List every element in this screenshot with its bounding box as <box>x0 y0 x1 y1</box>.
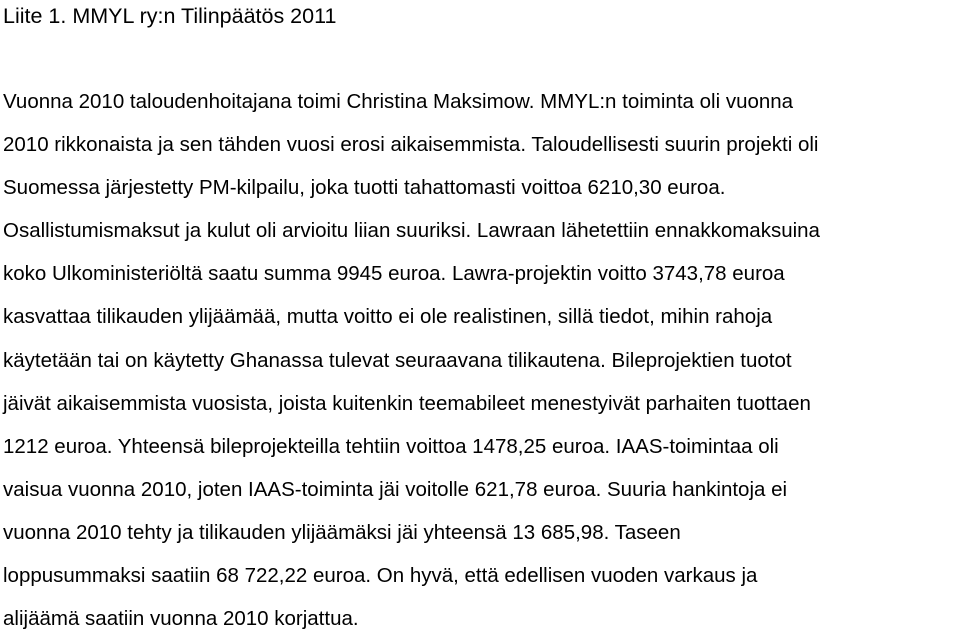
paragraph-line: jäivät aikaisemmista vuosista, joista kuitenkin teemabileet menestyivät parhaiten tuottaen <box>3 391 811 415</box>
document-title: Liite 1. MMYL ry:n Tilinpäätös 2011 <box>3 4 337 28</box>
paragraph-line: 2010 rikkonaista ja sen tähden vuosi erosi aikaisemmista. Taloudellisesti suurin projekti oli <box>3 133 819 157</box>
paragraph-line: loppusummaksi saatiin 68 722,22 euroa. On hyvä, että edellisen vuoden varkaus ja <box>3 564 758 588</box>
paragraph-line: koko Ulkoministeriöltä saatu summa 9945 euroa. Lawra-projektin voitto 3743,78 euroa <box>3 262 785 286</box>
paragraph-line: vaisua vuonna 2010, joten IAAS-toiminta jäi voitolle 621,78 euroa. Suuria hankintoja ei <box>3 477 788 501</box>
paragraph-line: 1212 euroa. Yhteensä bileprojekteilla tehtiin voittoa 1478,25 euroa. IAAS-toimintaa oli <box>3 434 779 458</box>
paragraph-line: kasvattaa tilikauden ylijäämää, mutta voitto ei ole realistinen, sillä tiedot, mihin rahoja <box>3 305 773 329</box>
paragraph-line: Vuonna 2010 taloudenhoitajana toimi Christina Maksimow. MMYL:n toiminta oli vuonna <box>3 90 794 113</box>
paragraph-line: vuonna 2010 tehty ja tilikauden ylijäämäksi jäi yhteensä 13 685,98. Taseen <box>3 520 681 544</box>
paragraph-line: Suomessa järjestetty PM-kilpailu, joka tuotti tahattomasti voittoa 6210,30 euroa. <box>3 176 726 200</box>
financial-report-paragraph <box>3 80 955 640</box>
paragraph-line: alijäämä saatiin vuonna 2010 korjattua. <box>3 607 359 631</box>
paragraph-line: käytetään tai on käytetty Ghanassa tulevat seuraavana tilikautena. Bileprojektien tuotot <box>3 348 792 372</box>
paragraph-line: Osallistumismaksut ja kulut oli arvioitu liian suuriksi. Lawraan lähetettiin ennakkomaksuina <box>3 219 820 243</box>
